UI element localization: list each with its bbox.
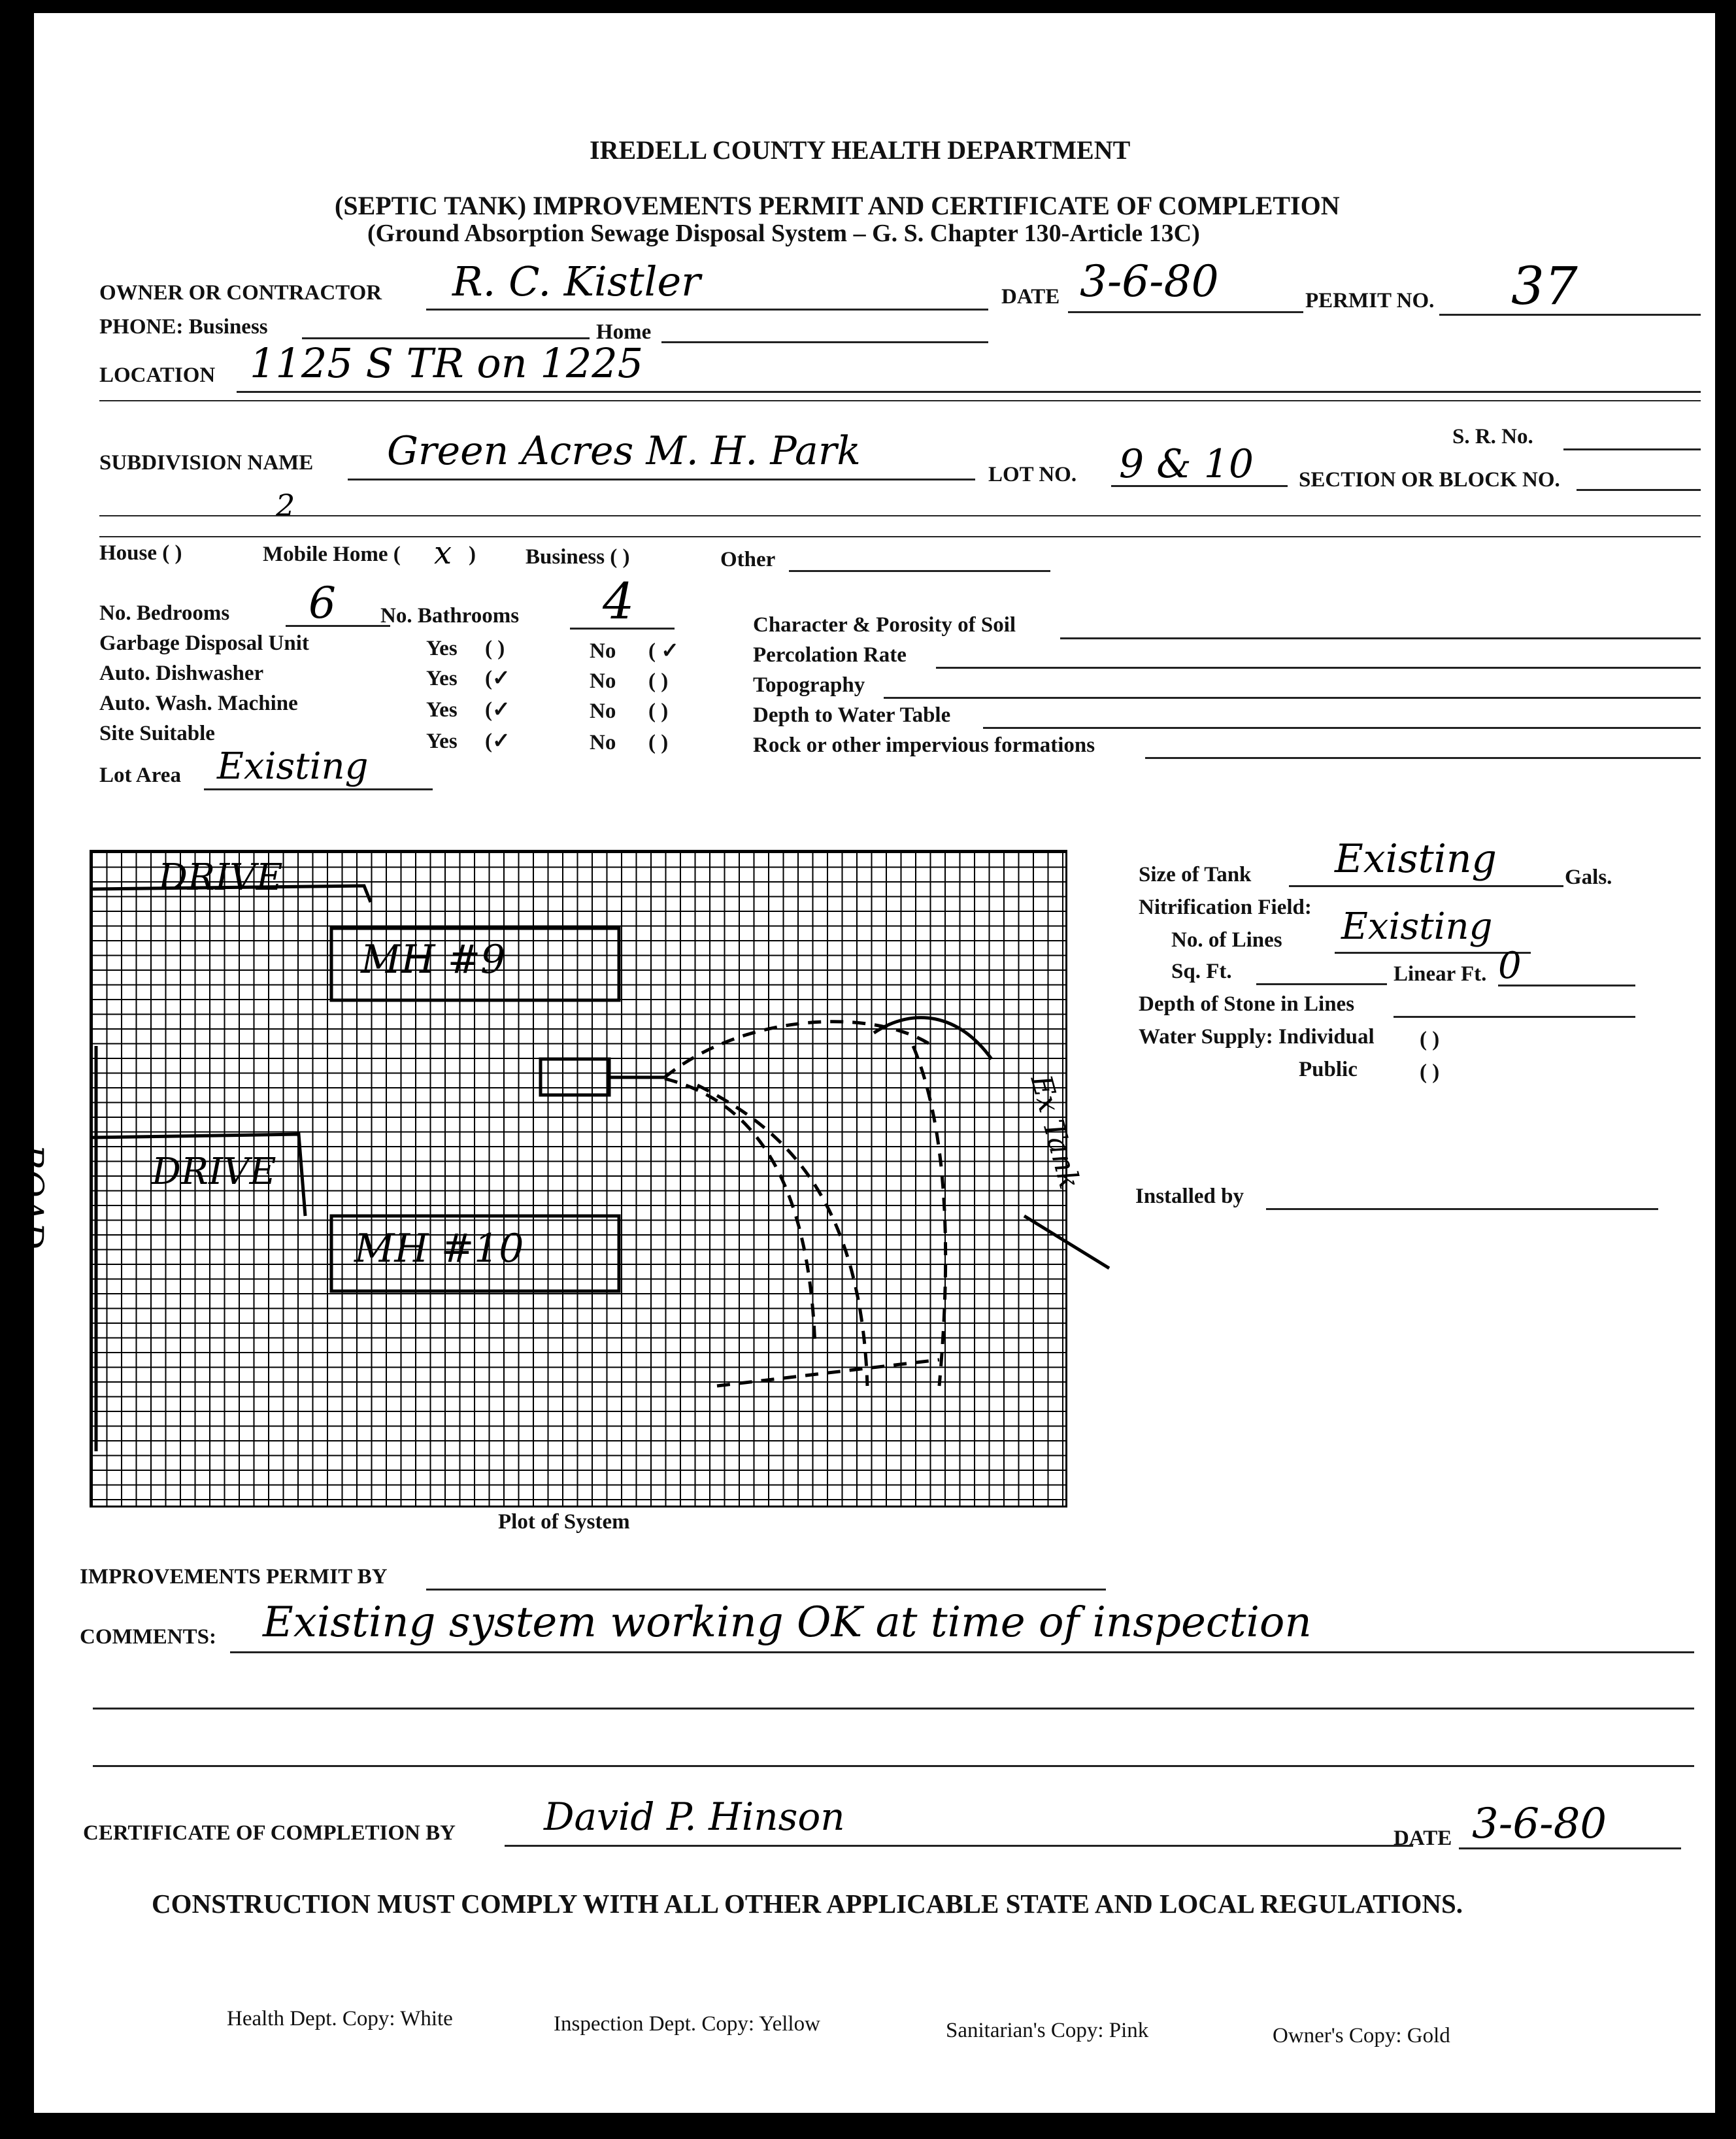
soil-item: Percolation Rate	[753, 643, 907, 667]
location-label: LOCATION	[99, 363, 216, 387]
improvements-permit-label: IMPROVEMENTS PERMIT BY	[80, 1565, 388, 1589]
linear-ft-value: 0	[1498, 945, 1522, 987]
drive-bottom-label: DRIVE	[152, 1151, 276, 1193]
question-label: Auto. Dishwasher	[99, 662, 264, 685]
location-value: 1125 S TR on 1225	[250, 339, 644, 387]
no-label: No	[590, 731, 616, 754]
owner-label: OWNER OR CONTRACTOR	[99, 281, 382, 305]
lot-value: 9 & 10	[1119, 441, 1254, 487]
phone-home-label: Home	[596, 320, 652, 344]
water-individual-checkbox: ( )	[1420, 1028, 1440, 1051]
drain-field-base	[717, 1360, 939, 1386]
drain-field-line-2	[697, 1085, 867, 1386]
yes-checkbox: (✓	[485, 667, 510, 690]
drive-top-label: DRIVE	[158, 856, 283, 899]
permit-label: PERMIT NO.	[1305, 289, 1435, 312]
copy-sanitarian: Sanitarian's Copy: Pink	[946, 2019, 1149, 2042]
bathrooms-label: No. Bathrooms	[380, 604, 520, 628]
tank-marker	[874, 1018, 992, 1059]
question-label: Garbage Disposal Unit	[99, 632, 309, 655]
copy-inspection: Inspection Dept. Copy: Yellow	[554, 2012, 820, 2036]
bedrooms-value: 6	[309, 578, 336, 628]
yes-checkbox: (✓	[485, 698, 510, 722]
tank-size-value: Existing	[1335, 836, 1497, 882]
sqft-line	[1256, 983, 1387, 985]
lines-label: No. of Lines	[1171, 928, 1282, 952]
tank-size-line	[1289, 885, 1563, 887]
drain-field-arc	[665, 1022, 933, 1077]
water-public-label: Public	[1299, 1058, 1358, 1081]
permit-line	[1439, 314, 1701, 316]
permit-value: 37	[1511, 256, 1578, 316]
lot-area-line	[204, 788, 433, 790]
bedrooms-line	[286, 625, 390, 627]
road-label: ROAD	[10, 1144, 50, 1250]
date-label: DATE	[1001, 285, 1060, 309]
divider-line-2	[99, 536, 1701, 537]
soil-line	[1060, 637, 1701, 639]
permit-document	[10, 13, 1715, 2113]
house-option: House ( )	[99, 541, 182, 565]
yes-label: Yes	[426, 730, 458, 753]
stone-depth-label: Depth of Stone in Lines	[1139, 992, 1355, 1016]
compliance-notice: CONSTRUCTION MUST COMPLY WITH ALL OTHER APPLICABLE STATE AND LOCAL REGULATIONS.	[152, 1889, 1463, 1919]
soil-item: Depth to Water Table	[753, 703, 951, 727]
no-label: No	[590, 639, 616, 663]
drain-field-line-3	[913, 1046, 946, 1386]
sqft-label: Sq. Ft.	[1171, 960, 1232, 983]
location-line	[237, 391, 1701, 393]
form-title: (SEPTIC TANK) IMPROVEMENTS PERMIT AND CERTIFICATE OF COMPLETION	[335, 191, 1340, 220]
yes-label: Yes	[426, 637, 458, 660]
soil-line	[1145, 757, 1701, 759]
no-checkbox: ( ✓	[648, 639, 679, 663]
water-supply-label: Water Supply: Individual	[1139, 1025, 1375, 1049]
tank-unit: Gals.	[1565, 866, 1612, 889]
copy-health: Health Dept. Copy: White	[227, 2007, 453, 2030]
septic-tank-outline	[541, 1059, 609, 1095]
question-label: Auto. Wash. Machine	[99, 692, 298, 715]
subdivision-line	[348, 479, 975, 480]
business-option: Business ( )	[526, 545, 630, 569]
location-line-2	[99, 400, 1701, 401]
no-checkbox: ( )	[648, 699, 669, 723]
completion-date-label: DATE	[1394, 1827, 1452, 1850]
no-checkbox: ( )	[648, 731, 669, 754]
form-subtitle: (Ground Absorption Sewage Disposal System – G. S. Chapter 130-Article 13C)	[367, 220, 1200, 247]
improvements-permit-line	[426, 1589, 1106, 1591]
section-block-label: SECTION OR BLOCK NO.	[1299, 468, 1560, 492]
yes-label: Yes	[426, 667, 458, 690]
soil-item: Rock or other impervious formations	[753, 733, 1095, 757]
lot-label: LOT NO.	[988, 463, 1077, 486]
owner-value: R. C. Kistler	[452, 258, 701, 305]
soil-item: Topography	[753, 673, 865, 697]
question-label: Site Suitable	[99, 722, 215, 745]
no-checkbox: ( )	[648, 669, 669, 693]
lines-value: Existing	[1341, 905, 1493, 948]
copy-owner: Owner's Copy: Gold	[1273, 2024, 1450, 2047]
installed-by-line	[1266, 1208, 1658, 1210]
nitrification-label: Nitrification Field:	[1139, 896, 1312, 919]
sr-no-label: S. R. No.	[1452, 425, 1533, 448]
phone-business-label: PHONE: Business	[99, 315, 268, 339]
sr-no-line	[1563, 448, 1701, 450]
soil-line	[983, 727, 1701, 729]
date-line	[1068, 311, 1303, 313]
stone-depth-line	[1394, 1016, 1635, 1018]
comments-line-3	[93, 1765, 1694, 1767]
comments-label: COMMENTS:	[80, 1625, 216, 1649]
section-block-line	[1577, 489, 1701, 491]
department-heading: IREDELL COUNTY HEALTH DEPARTMENT	[590, 135, 1131, 165]
linear-ft-line	[1498, 985, 1635, 986]
soil-item: Character & Porosity of Soil	[753, 613, 1016, 637]
comments-line-2	[93, 1708, 1694, 1710]
linear-ft-label: Linear Ft.	[1394, 962, 1487, 986]
mobile-home-mark: x	[434, 535, 452, 571]
mobile-home-option: Mobile Home (	[263, 543, 401, 566]
installed-by-label: Installed by	[1135, 1185, 1244, 1208]
mh10-label: MH #10	[354, 1226, 524, 1272]
yes-checkbox: (✓	[485, 730, 510, 753]
other-line	[789, 570, 1050, 572]
soil-line	[936, 667, 1701, 669]
completion-date-line	[1459, 1847, 1681, 1849]
soil-line	[884, 697, 1701, 699]
no-label: No	[590, 699, 616, 723]
comments-line	[230, 1651, 1694, 1653]
lot-area-value: Existing	[217, 745, 369, 788]
yes-checkbox: ( )	[485, 637, 505, 660]
comments-value: Existing system working OK at time of inspection	[263, 1598, 1312, 1647]
certificate-signature: David P. Hinson	[544, 1794, 845, 1839]
date-value: 3-6-80	[1080, 256, 1219, 307]
subdivision-value: Green Acres M. H. Park	[387, 428, 861, 474]
margin-arrow	[1024, 1216, 1109, 1268]
tank-size-label: Size of Tank	[1139, 863, 1252, 886]
bathrooms-value: 4	[603, 572, 635, 630]
no-label: No	[590, 669, 616, 693]
bathrooms-line	[570, 628, 675, 630]
mh9-label: MH #9	[361, 937, 506, 983]
owner-line	[426, 309, 988, 311]
lot-line	[1111, 485, 1288, 487]
bedrooms-label: No. Bedrooms	[99, 601, 230, 625]
other-label: Other	[720, 548, 776, 571]
extra-note: 2	[276, 488, 295, 523]
certificate-line	[505, 1845, 1413, 1847]
subdivision-label: SUBDIVISION NAME	[99, 451, 314, 475]
lot-area-label: Lot Area	[99, 764, 181, 787]
completion-date-value: 3-6-80	[1472, 1800, 1607, 1848]
plot-caption: Plot of System	[498, 1510, 630, 1534]
water-public-checkbox: ( )	[1420, 1060, 1440, 1084]
mobile-home-close: )	[469, 543, 476, 566]
margin-note: Ex Tank	[1024, 1071, 1086, 1193]
certificate-label: CERTIFICATE OF COMPLETION BY	[83, 1821, 456, 1845]
divider-line	[99, 515, 1701, 516]
phone-home-line	[661, 341, 988, 343]
yes-label: Yes	[426, 698, 458, 722]
drain-field-line-1	[665, 1079, 815, 1347]
